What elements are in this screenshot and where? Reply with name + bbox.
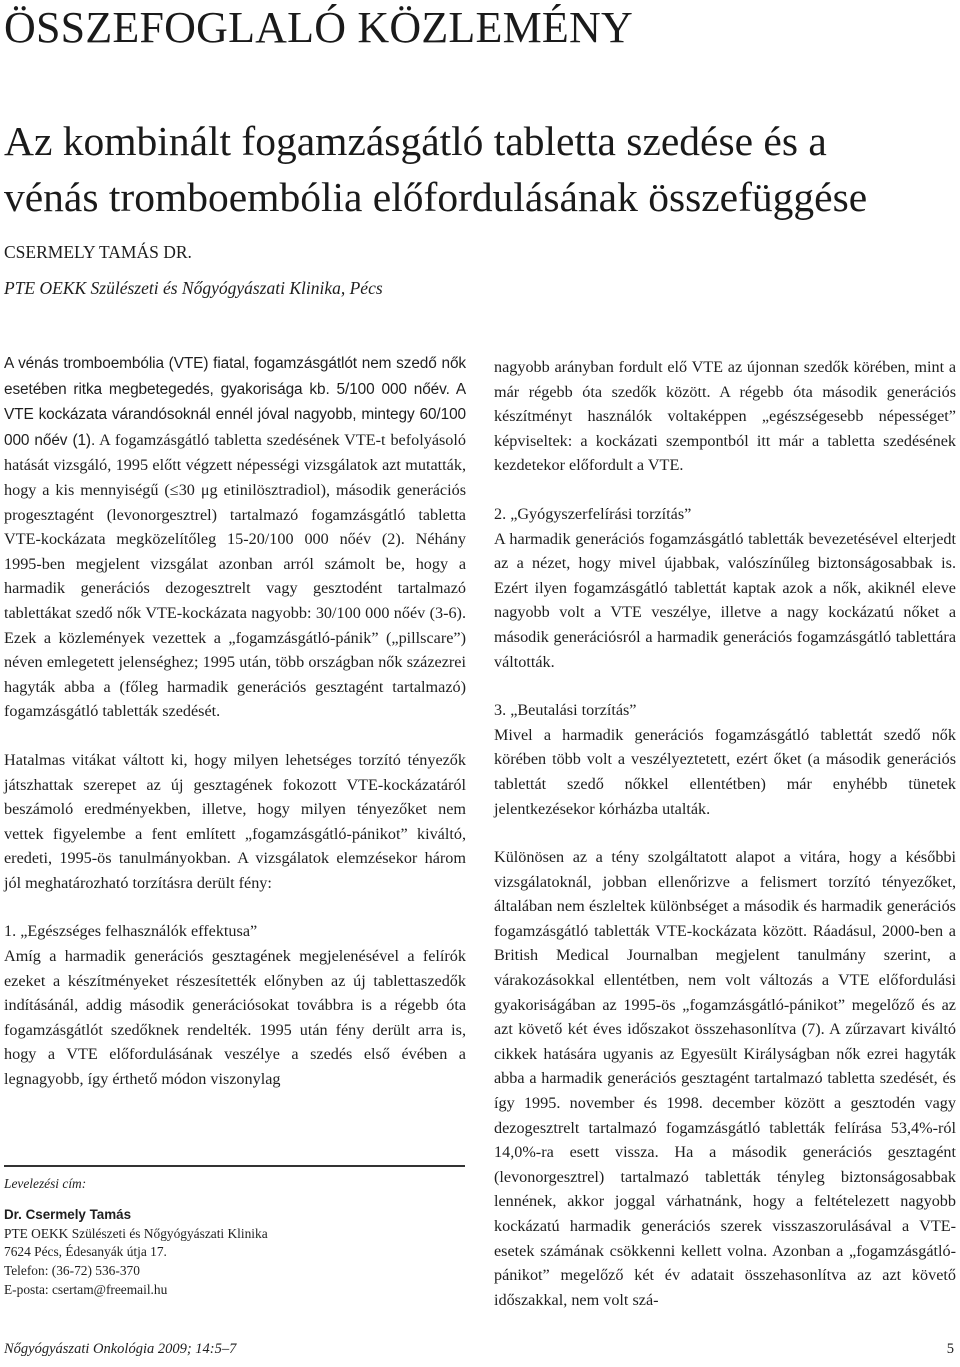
section-label: ÖSSZEFOGLALÓ KÖZLEMÉNY	[4, 3, 633, 52]
article-title	[4, 113, 954, 225]
article-title-line-1: Az kombinált fogamzásgátló tabletta szedése és a	[4, 118, 827, 164]
correspondence-divider	[4, 1165, 465, 1167]
right-paragraph-1: nagyobb arányban fordult elő VTE az újonnan szedők körében, mint a már régebb óta szedők között. A régebb óta második generációs készítményt használók voltaképpen „egészségesebb népességet” képviseltek: a kockázati szempontból itt már a tabletta szedésének kezdetekor előfordult a VTE.	[494, 358, 956, 475]
body-paragraph-2: Hatalmas vitákat váltott ki, hogy milyen lehetséges torzító tényezők játszhattak szerepet az új gesztagének fokozott VTE-kockázatáról beszámoló eredményekben, illetve, hogy milyen tényezőket nem vettek figyelembe a fent említett „fogamzásgátló-pánikot” kiváltó, eredeti, 1995-ös tanulmányokban. A vizsgálatok elemzésekor három jól meghatározható torzításra derült fény:	[4, 750, 466, 892]
subheading-healthy-user-effect: 1. „Egészséges felhasználók effektusa”	[4, 922, 258, 941]
right-paragraph-3: Mivel a harmadik generációs fogamzásgátló tablettát szedő nők körében több volt a veszélyeztetett, ezért őket (a második generációs tablettát szedő nőkkel ellentétben) már enyhébb tünetek jelentkezésekor kórházba utalták.	[494, 725, 956, 818]
right-column	[494, 355, 956, 1312]
right-paragraph-4: Különösen az a tény szolgáltatott alapot a vitára, hogy a későbbi vizsgálatoknál, jobban ellenőrizve a felismert torzító tényezőket, általában nem észleltek különbséget a második és harmadik generációs fogamzásgátló tabletták VTE-kockázata között. Ráadásul, 2000-ben a British Medical Journalban megjelent tanulmány szerint, a várakozásokkal ellentétben, nem volt változás a VTE előfordulási gyakoriságában az 1995-ös „fogamzásgátló-pánikot” megelőző és az azt követő két éves időszakot összehasonlítva (7). A zűrzavart kiváltó cikkek hatására ugyanis az Egyesült Királyságban nők ezrei hagyták abba a harmadik generációs gesztagént tartalmazó tabletta szedését, és így 1995. november és 1998. december között a gesztodén vagy dezogesztrelt tartalmazó fogamzásgátló tabletták felírása 53,4%-ról 14,0%-ra esett vissza. Ha a második generációs gesztagént (levonorgesztrel) tartalmazó tabletták tényleg biztonságosabbak lennének, akkor joggal várhatnánk, hogy a feltételezett nagyobb kockázatú harmadik generációs szerek visszaszorulásával a VTE-esetek számának csökkenni kellett volna. Azonban a „fogamzásgátló-pánikot” megelőző két év adatait összehasonlítva az azt követő időszakkal, nem volt szá-	[494, 848, 956, 1309]
left-column	[4, 351, 466, 1092]
subheading-prescribing-bias: 2. „Gyógyszerfelírási torzítás”	[494, 504, 692, 523]
correspondence-address: 7624 Pécs, Édesanyák útja 17.	[4, 1244, 167, 1260]
abstract-text: A vénás tromboembólia (VTE) fiatal, fogamzásgátlót nem szedő nők esetében ritka megbetegedés, gyakorisága kb. 5/100 000 nőév. A VTE kockázata várandósoknál ennél jóval nagyobb, mintegy 60/100 000 nőév (1).	[4, 355, 466, 449]
article-title-line-2: vénás tromboembólia előfordulásának összefüggése	[4, 174, 868, 220]
author-name: CSERMELY TAMÁS DR.	[4, 242, 192, 262]
correspondence-email: E-posta: csertam@freemail.hu	[4, 1281, 168, 1297]
correspondence-label: Levelezési cím:	[4, 1176, 87, 1191]
intro-continued-text: A fogamzásgátló tabletta szedésének VTE-t befolyásoló hatását vizsgáló, 1995 előtt végzett népességi vizsgálatok azt mutatták, hogy a kis mennyiségű (≤30 μg etinilösztradiol), második generációs progesztagént (levonorgesztrel) tartalmazó fogamzásgátló tabletta VTE-kockázata megközelítőleg 15-20/100 000 nőév (2). Néhány 1995-ben megjelent vizsgálat azonban arról számolt be, hogy a harmadik generációs dezogesztrelt vagy gesztodént tartalmazó tablettákat szedő nők VTE-kockázata nagyobb: 30/100 000 nőév (3-6). Ezek a közlemények vezettek a „fogamzásgátló-pánik” („pillscare”) néven emlegetett jelenséghez; 1995 után, több országban nők százezrei hagyták abba a (főleg harmadik generációs gesztagént tartalmazó) fogamzásgátló tabletták szedését.	[4, 430, 466, 721]
intro-paragraph	[4, 351, 466, 724]
author-affiliation: PTE OEKK Szülészeti és Nőgyógyászati Klinika, Pécs	[4, 278, 383, 298]
right-paragraph-2: A harmadik generációs fogamzásgátló tabletták bevezetésével elterjedt az a nézet, hogy mivel újabbak, valószínűleg biztonságosabbak is. Ezért ilyen fogamzásgátló tablettát kaptak azok a nők, akiknél eleve nagyobb volt a VTE veszélye, illetve a nagy kockázatú nőket a második generációsról a harmadik generációs fogamzásgátló tablettára váltották.	[494, 529, 956, 671]
correspondence-institution: PTE OEKK Szülészeti és Nőgyógyászati Klinika	[4, 1225, 268, 1241]
correspondence-block	[4, 1175, 466, 1300]
body-paragraph-3: Amíg a harmadik generációs gesztagének megjelenésével a felírók ezeket a készítményeket részesítették előnyben az új tablettaszedők indításánál, addig második generációsokat továbbra is a régebb óta fogamzásgátlót szedőknek rendelték. 1995 után fény derült arra is, hogy a VTE előfordulásának veszélye a szedés első évében a legnagyobb, így érthető módon viszonylag	[4, 947, 466, 1089]
subheading-referral-bias: 3. „Beutalási torzítás”	[494, 701, 637, 720]
footer-page-number: 5	[946, 1341, 954, 1357]
correspondence-phone: Telefon: (36-72) 536-370	[4, 1263, 140, 1279]
correspondence-name: Dr. Csermely Tamás	[4, 1206, 132, 1222]
footer-journal-citation: Nőgyógyászati Onkológia 2009; 14:5–7	[4, 1341, 237, 1357]
